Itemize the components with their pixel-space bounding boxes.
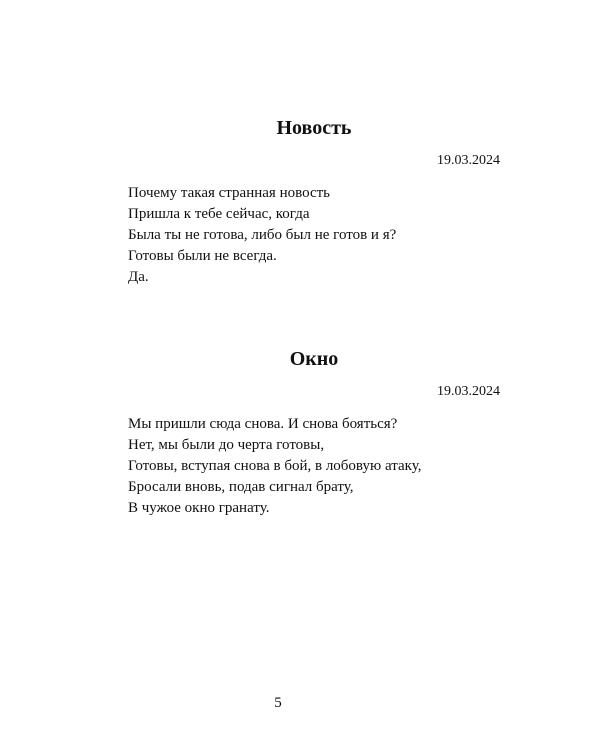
poem-line: Готовы были не всегда. — [128, 248, 277, 264]
poem-date: 19.03.2024 — [437, 384, 500, 399]
poem-line: Бросали вновь, подав сигнал брату, — [128, 479, 354, 495]
poem-lines — [128, 414, 500, 519]
poem-line: Мы пришли сюда снова. И снова бояться? — [128, 416, 398, 432]
poem-line: Пришла к тебе сейчас, когда — [128, 206, 310, 222]
poem-line: Почему такая странная новость — [128, 185, 331, 201]
poem-line: Да. — [128, 269, 149, 285]
page-number: 5 — [274, 695, 282, 711]
poem-title: Окно — [289, 348, 339, 370]
poem-novost — [128, 116, 500, 288]
poem-lines — [128, 183, 500, 288]
poem-date: 19.03.2024 — [437, 153, 500, 168]
poem-line: В чужое окно гранату. — [128, 500, 270, 516]
poem-line: Готовы, вступая снова в бой, в лобовую атаку, — [128, 458, 422, 474]
poem-title: Новость — [276, 117, 352, 139]
poem-okno — [128, 347, 500, 519]
poem-line: Нет, мы были до черта готовы, — [128, 437, 325, 453]
poem-line: Была ты не готова, либо был не готов и я? — [128, 227, 397, 243]
